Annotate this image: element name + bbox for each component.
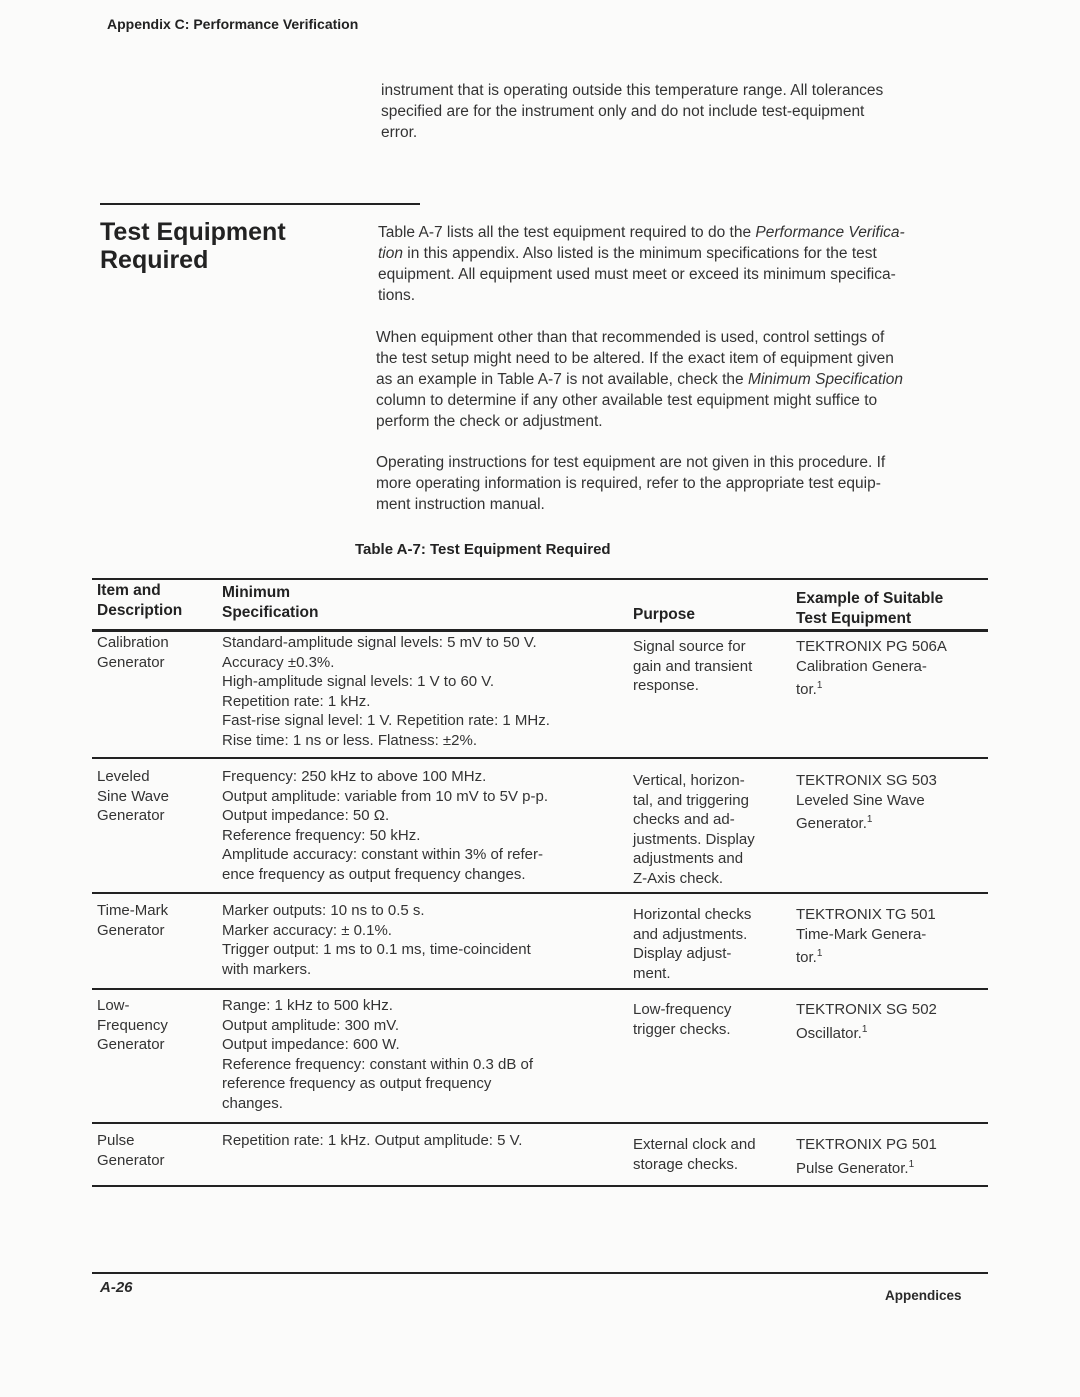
text-line: tion in this appendix. Also listed is the minimum specifications for the test — [378, 245, 877, 262]
text-line: adjustments and — [633, 850, 744, 867]
text-line: TEKTRONIX TG 501 — [796, 906, 936, 923]
text-line: Generator — [97, 653, 165, 671]
running-header: Appendix C: Performance Verification — [107, 16, 359, 32]
row-example — [796, 1000, 937, 1043]
text-line: Marker accuracy: ± 0.1%. — [222, 921, 392, 939]
text-line: Test Equipment — [796, 610, 912, 627]
text-line: Standard-amplitude signal levels: 5 mV to 50 V. — [222, 634, 537, 651]
row-example — [796, 905, 936, 968]
text-line: Output impedance: 50 Ω. — [222, 807, 390, 824]
text-line: response. — [633, 677, 699, 694]
text-line: Leveled — [97, 768, 150, 785]
text-line: checks and ad- — [633, 811, 735, 828]
row-spec — [222, 901, 531, 979]
text-line: ment. — [633, 964, 671, 982]
text-line: High-amplitude signal levels: 1 V to 60 V. — [222, 673, 495, 690]
text-line: Operating instructions for test equipment are not given in this procedure. If — [376, 454, 886, 471]
text-line: Frequency: 250 kHz to above 100 MHz. — [222, 768, 487, 785]
header-purpose: Purpose — [633, 606, 696, 623]
row-spec — [222, 1131, 522, 1151]
text-line: Z-Axis check. — [633, 869, 724, 887]
text-line: Output amplitude: 300 mV. — [222, 1016, 400, 1034]
text-line: Calibration Genera- — [796, 657, 927, 675]
text-line: Signal source for — [633, 638, 746, 655]
row-spec — [222, 767, 548, 884]
text-line: Horizontal checks — [633, 906, 752, 923]
row-rule — [92, 757, 988, 759]
text-line: External clock and — [633, 1136, 756, 1153]
text-line: tal, and triggering — [633, 791, 749, 809]
text-line: the test setup might need to be altered. If the exact item of equipment given — [376, 350, 894, 367]
text-line: specified are for the instrument only and do not include test-equipment — [381, 103, 865, 120]
text-line: Low- — [97, 997, 130, 1014]
text-line: as an example in Table A-7 is not available, check the Minimum Specification — [376, 371, 904, 388]
text-line: TEKTRONIX PG 506A — [796, 638, 947, 655]
text-line: tions. — [378, 287, 416, 304]
text-line: perform the check or adjustment. — [376, 413, 603, 430]
text-line: Time-Mark Genera- — [796, 925, 927, 943]
text-line: Repetition rate: 1 kHz. Output amplitude: 5 V. — [222, 1132, 523, 1149]
text-line: Rise time: 1 ns or less. Flatness: ±2%. — [222, 731, 477, 749]
section-heading — [100, 218, 286, 274]
text-line: Description — [97, 602, 183, 619]
table-caption: Table A-7: Test Equipment Required — [355, 541, 611, 558]
row-item — [97, 1131, 165, 1170]
text-line: Fast-rise signal level: 1 V. Repetition rate: 1 MHz. — [222, 712, 550, 729]
text-line: with markers. — [222, 960, 312, 978]
text-line: Sine Wave — [97, 787, 169, 805]
heading-rule — [100, 203, 420, 205]
text-line: Pulse Generator.$^1$ — [796, 1158, 915, 1177]
text-line: error. — [381, 124, 418, 141]
text-line: changes. — [222, 1094, 283, 1112]
row-example — [796, 1135, 937, 1178]
text-line: TEKTRONIX SG 502 — [796, 1001, 937, 1018]
text-line: Minimum — [222, 584, 291, 601]
text-line: gain and transient — [633, 657, 753, 675]
paragraph-3 — [376, 452, 885, 515]
row-item — [97, 901, 168, 940]
paragraph-2 — [376, 327, 903, 432]
row-item — [97, 996, 168, 1055]
text-line: Generator — [97, 1036, 165, 1053]
table-top-rule — [92, 578, 988, 580]
heading-line: Required — [100, 246, 209, 274]
text-line: equipment. All equipment used must meet or exceed its minimum specifica- — [378, 266, 896, 283]
text-line: Time-Mark — [97, 902, 169, 919]
text-line: instrument that is operating outside this temperature range. All tolerances — [381, 82, 884, 99]
row-purpose — [633, 1135, 756, 1174]
row-spec — [222, 996, 533, 1113]
text-line: Calibration — [97, 634, 169, 651]
text-line: tor.$^1$ — [796, 680, 823, 698]
text-line: ment instruction manual. — [376, 496, 545, 513]
text-line: Range: 1 kHz to 500 kHz. — [222, 997, 393, 1014]
text-line: Reference frequency: 50 kHz. — [222, 826, 421, 844]
row-purpose — [633, 1000, 731, 1039]
row-item — [97, 633, 169, 672]
footer-rule — [92, 1272, 988, 1274]
heading-line: Test Equipment — [100, 218, 286, 246]
row-example — [796, 771, 937, 834]
text-line: and adjustments. — [633, 925, 748, 943]
text-line: Vertical, horizon- — [633, 772, 745, 789]
text-line: Example of Suitable — [796, 590, 944, 607]
row-rule — [92, 892, 988, 894]
table-header-rule — [92, 629, 988, 632]
text-line: Pulse — [97, 1132, 135, 1149]
row-purpose — [633, 771, 755, 888]
row-rule — [92, 1122, 988, 1124]
paragraph-1 — [378, 222, 905, 306]
footer-section: Appendices — [885, 1288, 962, 1303]
header-example — [796, 589, 943, 629]
text-line: Reference frequency: constant within 0.3 dB of — [222, 1055, 534, 1073]
text-line: Oscillator.$^1$ — [796, 1023, 868, 1042]
row-rule — [92, 1185, 988, 1187]
text-line: storage checks. — [633, 1155, 739, 1173]
row-spec — [222, 633, 550, 750]
text-line: ence frequency as output frequency changes. — [222, 865, 526, 883]
text-line: Frequency — [97, 1016, 168, 1034]
text-line: tor.$^1$ — [796, 948, 823, 966]
header-item — [97, 581, 182, 621]
text-line: trigger checks. — [633, 1020, 731, 1038]
text-line: Generator — [97, 807, 165, 824]
text-line: Amplitude accuracy: constant within 3% of refer- — [222, 846, 543, 863]
text-line: Accuracy ±0.3%. — [222, 653, 335, 671]
text-line: column to determine if any other available test equipment might suffice to — [376, 392, 878, 409]
intro-paragraph — [381, 80, 883, 143]
text-line: Marker outputs: 10 ns to 0.5 s. — [222, 902, 425, 919]
text-line: Output amplitude: variable from 10 mV to 5V p-p. — [222, 787, 548, 805]
text-line: Generator — [97, 1151, 165, 1169]
row-item — [97, 767, 169, 826]
text-line: Generator — [97, 921, 165, 939]
text-line: TEKTRONIX SG 503 — [796, 772, 937, 789]
row-example — [796, 637, 947, 700]
text-line: Low-frequency — [633, 1001, 732, 1018]
page-number: A-26 — [100, 1279, 133, 1296]
text-line: Generator.$^1$ — [796, 814, 873, 832]
text-line: When equipment other than that recommended is used, control settings of — [376, 329, 885, 346]
text-line: Item and — [97, 582, 161, 599]
header-spec — [222, 583, 318, 623]
text-line: justments. Display — [633, 830, 755, 848]
row-purpose — [633, 637, 752, 696]
text-line: Output impedance: 600 W. — [222, 1036, 400, 1053]
text-line: Trigger output: 1 ms to 0.1 ms, time-coincident — [222, 941, 531, 958]
text-line: Leveled Sine Wave — [796, 791, 925, 809]
row-purpose — [633, 905, 751, 983]
text-line: TEKTRONIX PG 501 — [796, 1136, 937, 1153]
text-line: more operating information is required, refer to the appropriate test equip- — [376, 475, 881, 492]
text-line: reference frequency as output frequency — [222, 1075, 492, 1092]
row-rule — [92, 988, 988, 990]
text-line: Table A-7 lists all the test equipment required to do the Performance Verifica- — [378, 224, 905, 241]
text-line: Specification — [222, 604, 319, 621]
text-line: Repetition rate: 1 kHz. — [222, 692, 371, 710]
text-line: Display adjust- — [633, 945, 732, 962]
